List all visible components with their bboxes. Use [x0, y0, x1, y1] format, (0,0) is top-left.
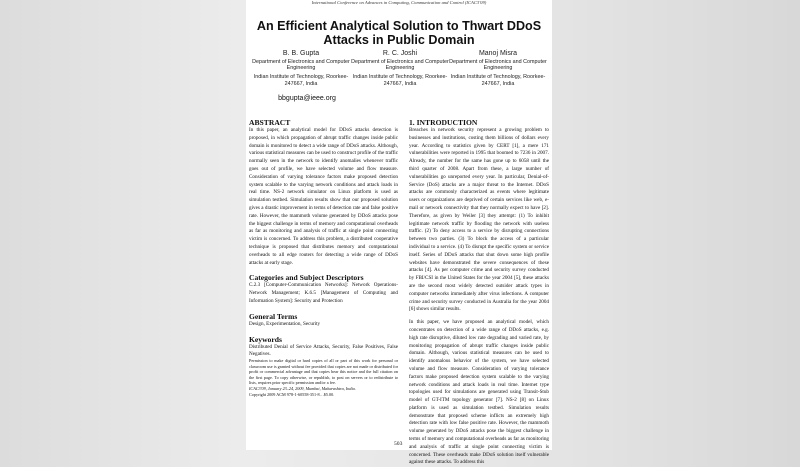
venue-text: ICAC3'09, January 23–24, 2009, Mumbai, Maharashtra, India. [249, 385, 356, 391]
general-terms-heading: General Terms [249, 311, 298, 321]
permission-text: Permission to make digital or hard copies of all or part of this work for personal or classroom use is granted without fee provided that copies are not made or distributed for profit or commercial advantage and that copies bear this notice and the full citation on the first page. To copy otherwise, or republish, to post on servers or to redistribute to lists, requires prior specific permission and/or a fee. [249, 358, 398, 386]
introduction-paragraph: In this paper, we have proposed an analytical model, which concentrates on detection of a wide range of DDoS attacks, e.g. high rate disruptive, diluted low rate degrading and varied rate, by monitoring propagation of abrupt traffic changes inside public domain. Although, various statistical measures can be used to identify anomalous behavior of the system, we have selected volume and flow measure. Consideration of varying tolerance factors make proposed detection system scalable to the varying network conditions and attack loads in real time. Internet type topologies used for simulations are generated using Transit-Stub model of GT-ITM topology generator [7]. NS-2 [8] on Linux platform is used as simulation testbed. Simulation results demonstrate that proposed scheme inflicts an extremely high detection rate with low false positive rate. However, the mammoth volume generated by DDoS attacks pose the biggest challenge in terms of memory and computational overheads as far as monitoring and analysis of traffic at single point connecting victim is concerned. These overheads make DDoS solution itself vulnerable against these attacks. To address this [409, 319, 549, 466]
abstract-body: In this paper, an analytical model for DDoS attacks detection is proposed, in which propagation of abrupt traffic changes inside public domain is monitored to detect a wide range of DDoS attacks. Although, various statistical measures can be used to construct profile of the traffic normally seen in the network to identify anomalies whenever traffic goes out of profile, we have selected volume and flow measure. Consideration of varying tolerance factors make proposed detection system scalable to the varying network conditions and attack loads in real time. NS-2 network simulator on Linux platform is used as simulation testbed. Simulation results show that our proposed solution gives a drastic improvement in terms of detection rate and false positive rate. However, the mammoth volume generated by DDoS attacks pose the biggest challenge in terms of memory and computational overheads as far as monitoring and analysis of traffic at single point connecting victim is concerned. To address this problem, a distributed cooperative technique is proposed that distributes memory and computational overheads to all edge routers for detecting a wide range of DDoS attacks at early stage. [249, 127, 398, 266]
author-dept: Department of Electronics and Computer Engineering [449, 59, 547, 72]
page-number: 503 [394, 441, 403, 447]
right-column [409, 118, 549, 467]
author-institution: Indian Institute of Technology, Roorkee-247667, India [253, 74, 349, 87]
conference-header: International Conference on Advances in Computing, Communication and Control (ICAC3'09) [311, 0, 487, 5]
author-block [349, 50, 451, 87]
permission-block [249, 358, 398, 397]
general-terms-body: Design, Experimentation, Security [249, 320, 321, 327]
categories-body: C.2.3 [Computer-Communication Networks]: Network Operations-Network Management; K.6.5 [Management of Computing and Information System]: Security and Protection [249, 282, 398, 304]
author-name: Manoj Misra [478, 50, 518, 57]
left-column [249, 118, 398, 359]
author-institution: Indian Institute of Technology, Roorkee-247667, India [450, 74, 546, 87]
author-dept: Department of Electronics and Computer Engineering [351, 59, 449, 72]
categories-heading: Categories and Subject Descriptors [249, 273, 364, 283]
paper-title: An Efficient Analytical Solution to Thwart DDoS Attacks in Public Domain [256, 19, 542, 47]
paper-page [246, 0, 552, 466]
abstract-heading: ABSTRACT [249, 118, 291, 127]
copyright-text: Copyright 2009 ACM 978-1-60558-351-8…$5.00. [249, 391, 335, 397]
keywords-body: Distributed Denial of Service Attacks, Security, False Positives, False Negatives. [249, 343, 398, 358]
author-block [250, 50, 352, 87]
introduction-heading: 1. INTRODUCTION [409, 118, 478, 127]
author-dept: Department of Electronics and Computer Engineering [252, 59, 350, 72]
author-name: R. C. Joshi [382, 50, 418, 57]
author-name: B. B. Gupta [282, 50, 320, 57]
author-email: bbgupta@ieee.org [278, 95, 336, 102]
introduction-paragraph: Breaches in network security represent a growing problem to businesses and institutions, costing them billions of dollars every year. According to statistics given by CERT [1], a mere 171 vulnerabilities were reported in 1995 that boomed to 7236 in 2007. Already, the number for the same has gone up to 6058 until the third quarter of 2008. Apart from these, a large number of vulnerabilities go unreported every year. In particular, Denial-of-Service (DoS) attacks are a major threat to the Internet. DDoS attacks are commonly characterized as events where legitimate users or organizations are deprived of certain services like web, e-mail or network connectivity that they normally expect to have [2]. Therefore, as given by Weiler [3] they attempt: (1) To inhibit legitimate network traffic by flooding the network with useless traffic. (2) To deny access to a service by disrupting connections between two parties. (3) To block the access of a particular individual to a service. (4) To disrupt the specific system or service itself. Series of DDoS attacks that shut down some high profile websites have demonstrated the severe consequences of these attacks [4]. As per computer crime and security survey conducted by FBI/CSI in the United States for the year 2004 [5], these attacks are the second most widely detected outsider attack types in computer networks immediately after virus infections. A computer crime and security survey conducted in Australia for the year 2004 [6] shows similar results. [409, 127, 549, 313]
author-institution: Indian Institute of Technology, Roorkee-247667, India [352, 74, 448, 87]
keywords-heading: Keywords [249, 334, 282, 344]
author-block [447, 50, 549, 87]
